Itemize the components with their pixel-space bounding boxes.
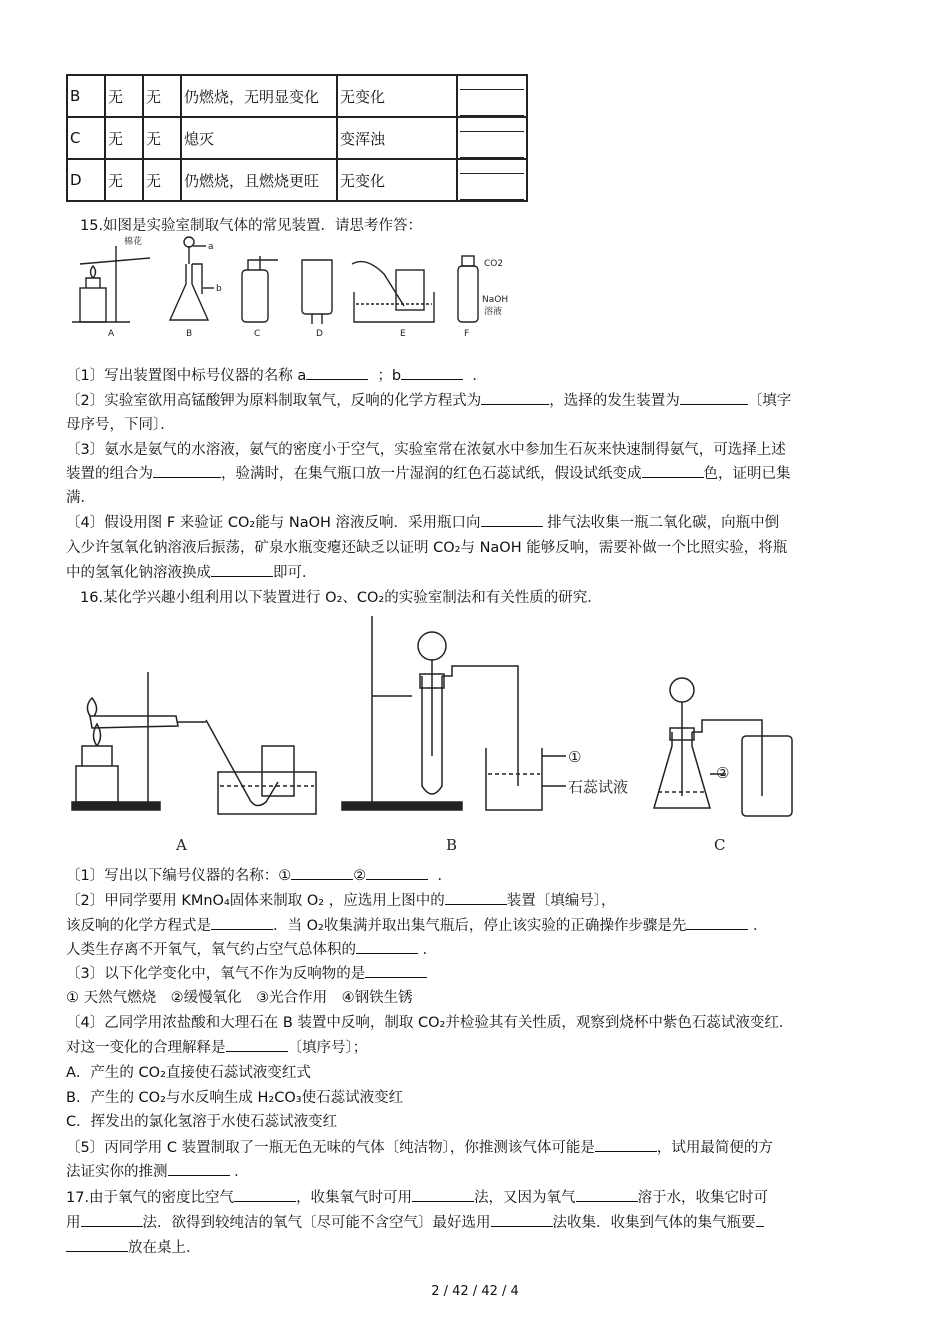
text: 溶于水，收集它时可 bbox=[637, 1190, 769, 1206]
q15-part3-end: 满． bbox=[66, 490, 95, 506]
label-E: E bbox=[400, 329, 406, 339]
table-row bbox=[67, 117, 527, 159]
answer-blank[interactable] bbox=[211, 917, 273, 930]
table-cell: 熄灭 bbox=[181, 117, 337, 159]
answer-blank[interactable] bbox=[234, 1189, 296, 1202]
text: ，选择的发生装置为 bbox=[549, 393, 680, 409]
table-cell: 变浑浊 bbox=[337, 117, 457, 159]
answer-blank[interactable] bbox=[481, 514, 543, 527]
table-cell: 无变化 bbox=[337, 75, 457, 117]
table-cell: 无 bbox=[143, 117, 181, 159]
q16-option-c: C．挥发出的氯化氢溶于水使石蕊试液变红 bbox=[66, 1114, 338, 1130]
answer-blank[interactable] bbox=[491, 1214, 553, 1227]
answer-blank[interactable] bbox=[356, 941, 418, 954]
text: 〔5〕丙同学用 C 装置制取了一瓶无色无味的气体〔纯洁物〕，你推测该气体可能是 bbox=[66, 1140, 595, 1156]
text: ． bbox=[437, 868, 452, 884]
label-D: D bbox=[316, 329, 323, 339]
text: 法．欲得到较纯洁的氧气〔尽可能不含空气〕最好选用 bbox=[142, 1215, 491, 1231]
text: 〔1〕写出装置图中标号仪器的名称 a bbox=[66, 368, 307, 384]
q16-part4: 〔4〕乙同学用浓盐酸和大理石在 B 装置中反响，制取 CO₂并检验其有关性质，观察到烧杯中紫色石蕊试液变红． bbox=[66, 1015, 794, 1031]
table-cell: 仍燃烧，无明显变化 bbox=[181, 75, 337, 117]
q15-part3: 〔3〕氨水是氨气的水溶液，氨气的密度小于空气，实验室常在浓氨水中参加生石灰来快速制得氨气，可选择上述 bbox=[66, 442, 786, 458]
q16-part5-cont bbox=[66, 1160, 249, 1181]
text: 〔3〕以下化学变化中，氧气不作为反响物的是 bbox=[66, 966, 366, 982]
text: ． bbox=[422, 942, 438, 958]
text: 排气法收集一瓶二氧化碳，向瓶中倒 bbox=[547, 515, 780, 531]
text: 17.由于氧气的密度比空气 bbox=[66, 1190, 235, 1206]
result-table bbox=[66, 74, 528, 202]
table-row bbox=[67, 159, 527, 201]
q15-part4-cont: 入少许氢氧化钠溶液后振荡，矿泉水瓶变瘪还缺乏以证明 CO₂与 NaOH 能够反响，需要补做一个比照实验，将瓶 bbox=[66, 540, 788, 556]
text: ，收集氧气时可用 bbox=[296, 1190, 413, 1206]
q16-option-a: A．产生的 CO₂直接使石蕊试液变红式 bbox=[66, 1065, 311, 1081]
label-C: C bbox=[714, 836, 726, 854]
label-litmus: 石蕊试液 bbox=[568, 778, 629, 796]
label-F: F bbox=[464, 329, 470, 339]
q16-part4-cont bbox=[66, 1036, 367, 1057]
text: 用 bbox=[66, 1215, 81, 1231]
text: 中的氢氧化钠溶液换成 bbox=[66, 565, 211, 581]
q16-part2-end bbox=[66, 938, 437, 959]
text: ． bbox=[472, 368, 487, 384]
label-co2: CO2 bbox=[484, 259, 504, 269]
answer-blank[interactable] bbox=[595, 1139, 657, 1152]
answer-blank[interactable] bbox=[756, 1214, 764, 1227]
q16-option-b: B．产生的 CO₂与水反响生成 H₂CO₃使石蕊试液变红 bbox=[66, 1090, 404, 1106]
table-cell: 无 bbox=[143, 75, 181, 117]
text: 〔1〕写出以下编号仪器的名称：① bbox=[66, 868, 292, 884]
answer-blank[interactable] bbox=[686, 917, 748, 930]
label-circled-1: ① bbox=[568, 748, 582, 766]
answer-blank[interactable] bbox=[481, 392, 549, 405]
q15-apparatus-figure bbox=[66, 234, 526, 342]
text: 〔2〕甲同学要用 KMnO₄固体来制取 O₂ ，应选用上图中的 bbox=[66, 893, 445, 909]
q15-part2-cont: 母序号，下同〕． bbox=[66, 417, 175, 433]
answer-blank[interactable] bbox=[401, 367, 463, 380]
label-C: C bbox=[254, 329, 261, 339]
answer-blank[interactable] bbox=[211, 564, 273, 577]
answer-blank[interactable] bbox=[306, 367, 368, 380]
answer-blank[interactable] bbox=[226, 1039, 288, 1052]
label-cotton: 棉花 bbox=[124, 237, 143, 247]
text: 装置〔填编号〕， bbox=[506, 893, 616, 909]
text: 对这一变化的合理解释是 bbox=[66, 1040, 226, 1056]
text: ② bbox=[353, 868, 367, 884]
label-A: A bbox=[108, 329, 115, 339]
q15-part4-end bbox=[66, 561, 317, 582]
text: ．当 O₂收集满并取出集气瓶后，停止该实验的正确操作步骤是先 bbox=[273, 918, 687, 934]
q15-part3-cont bbox=[66, 462, 791, 483]
text: ． bbox=[752, 918, 768, 934]
table-cell: 无 bbox=[105, 75, 143, 117]
answer-blank[interactable] bbox=[291, 867, 353, 880]
answer-cell[interactable] bbox=[457, 117, 527, 159]
answer-blank[interactable] bbox=[680, 392, 748, 405]
text: ，验满时，在集气瓶口放一片湿润的红色石蕊试纸，假设试纸变成 bbox=[221, 466, 642, 482]
q17-line3 bbox=[66, 1236, 201, 1257]
label-a: a bbox=[208, 242, 214, 252]
table-row bbox=[67, 75, 527, 117]
label-circled-2: ② bbox=[716, 764, 730, 782]
answer-blank[interactable] bbox=[365, 965, 427, 978]
text: 〔4〕假设用图 F 来验证 CO₂能与 NaOH 溶液反响．采用瓶口向 bbox=[66, 515, 481, 531]
q15-part2 bbox=[66, 389, 791, 410]
q16-part2 bbox=[66, 889, 615, 910]
text: 法证实你的推测 bbox=[66, 1164, 168, 1180]
q15-part4 bbox=[66, 511, 779, 532]
label-naoh-solution: 溶液 bbox=[484, 307, 503, 317]
answer-blank[interactable] bbox=[153, 465, 221, 478]
page-footer: 2 / 42 / 42 / 4 bbox=[431, 1284, 519, 1299]
text: ，试用最简便的方 bbox=[656, 1140, 773, 1156]
label-B: B bbox=[186, 329, 193, 339]
label-b: b bbox=[216, 284, 222, 294]
q16-part1 bbox=[66, 864, 452, 885]
text: 〔填字 bbox=[747, 393, 792, 409]
label-B: B bbox=[446, 836, 458, 854]
text: 法收集．收集到气体的集气瓶要 bbox=[552, 1215, 756, 1231]
text: 色，证明已集 bbox=[703, 466, 791, 482]
text: ． bbox=[234, 1164, 249, 1180]
answer-cell[interactable] bbox=[457, 159, 527, 201]
q16-part3 bbox=[66, 962, 427, 983]
text: 放在桌上． bbox=[128, 1240, 201, 1256]
label-A: A bbox=[176, 836, 187, 854]
label-naoh: NaOH bbox=[482, 295, 509, 305]
text: 法，又因为氧气 bbox=[474, 1190, 576, 1206]
table-cell: 无变化 bbox=[337, 159, 457, 201]
answer-blank[interactable] bbox=[412, 1189, 474, 1202]
q16-apparatus-figure bbox=[66, 606, 796, 856]
answer-cell[interactable] bbox=[457, 75, 527, 117]
table-cell: C bbox=[67, 117, 105, 159]
text: 该反响的化学方程式是 bbox=[66, 918, 211, 934]
q17-line2 bbox=[66, 1211, 764, 1232]
q17-line1 bbox=[66, 1186, 768, 1207]
answer-blank[interactable] bbox=[66, 1239, 128, 1252]
table-cell: 无 bbox=[143, 159, 181, 201]
q15-title: 15.如图是实验室制取气体的常见装置．请思考作答： bbox=[80, 218, 423, 234]
q16-part3-options: ① 天然气燃烧 ②缓慢氧化 ③光合作用 ④钢铁生锈 bbox=[66, 990, 413, 1006]
text: 〔填序号〕； bbox=[287, 1040, 368, 1056]
table-cell: D bbox=[67, 159, 105, 201]
text: 〔2〕实验室欲用高锰酸钾为原料制取氧气，反响的化学方程式为 bbox=[66, 393, 482, 409]
answer-blank[interactable] bbox=[576, 1189, 638, 1202]
answer-blank[interactable] bbox=[168, 1163, 230, 1176]
answer-blank[interactable] bbox=[445, 892, 507, 905]
answer-blank[interactable] bbox=[642, 465, 704, 478]
answer-blank[interactable] bbox=[81, 1214, 143, 1227]
table-cell: 无 bbox=[105, 159, 143, 201]
text: 装置的组合为 bbox=[66, 466, 153, 482]
table-cell: B bbox=[67, 75, 105, 117]
answer-blank[interactable] bbox=[366, 867, 428, 880]
text: ；b bbox=[377, 368, 402, 384]
q16-title: 16.某化学兴趣小组利用以下装置进行 O₂、CO₂的实验室制法和有关性质的研究． bbox=[80, 590, 602, 606]
q16-part5 bbox=[66, 1136, 773, 1157]
text: 即可． bbox=[273, 565, 317, 581]
table-cell: 仍燃烧，且燃烧更旺 bbox=[181, 159, 337, 201]
table-cell: 无 bbox=[105, 117, 143, 159]
q15-part1 bbox=[66, 364, 487, 385]
text: 人类生存离不开氧气，氧气约占空气总体积的 bbox=[66, 942, 356, 958]
q16-part2-cont bbox=[66, 914, 767, 935]
